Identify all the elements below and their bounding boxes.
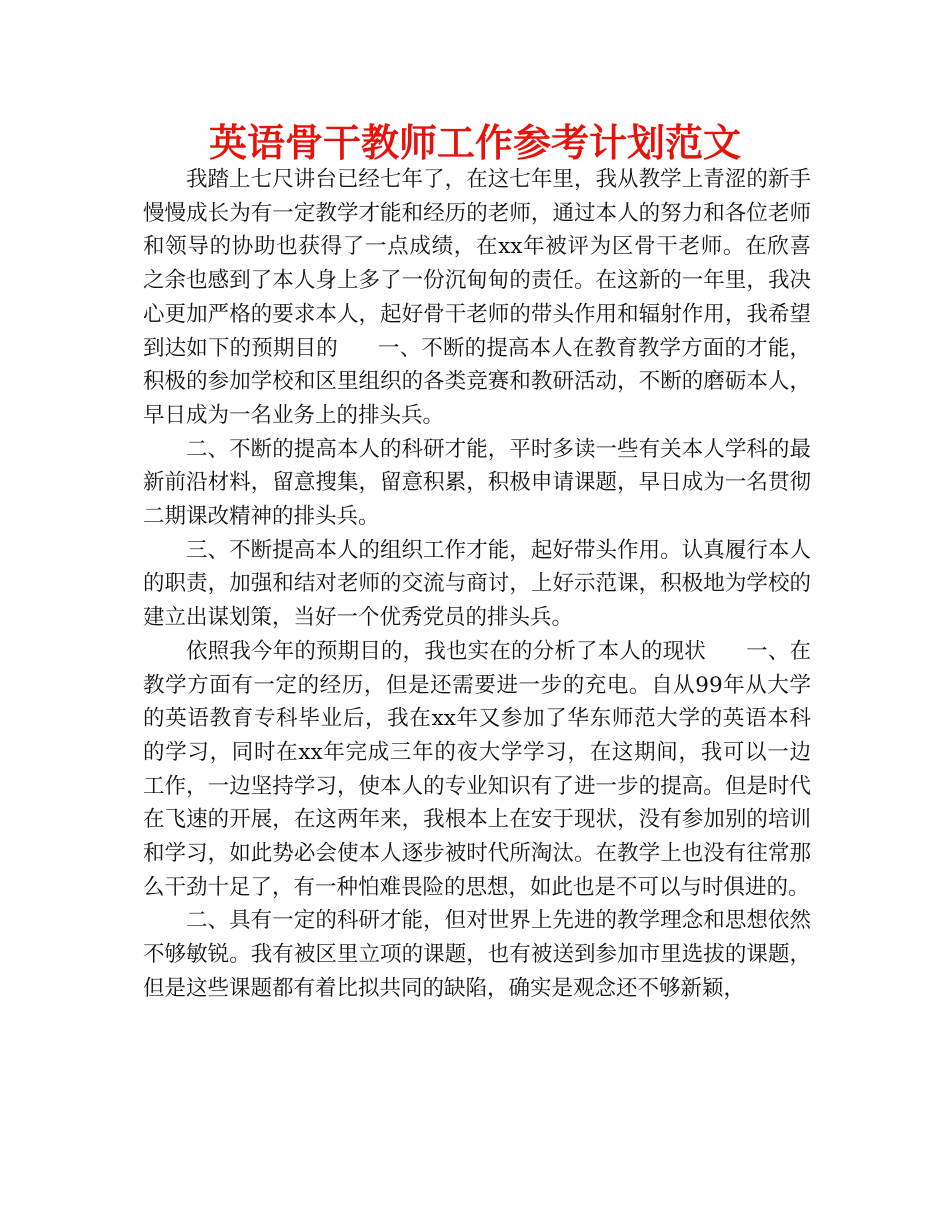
paragraph — [143, 635, 811, 905]
paragraph-text: 我踏上七尺讲台已经七年了，在这七年里，我从教学上青涩的新手慢慢成长为有一定教学才能和经历的老师，通过本人的努力和各位老师和领导的协助也获得了一点成绩，在xx年被评为区骨干老师。在欣喜之余也感到了本人身上多了一份沉甸甸的责任。在这新的一年里，我决心更加严格的要求本人，起好骨干老师的带头作用和辐射作用，我希望到达如下的预期目的 — [143, 167, 811, 361]
paragraph-text: 三、不断提高本人的组织工作才能，起好带头作用。认真履行本人的职责，加强和结对老师的交流与商讨，上好示范课，积极地为学校的建立出谋划策，当好一个优秀党员的排头兵。 — [143, 537, 811, 631]
paragraph-text: 二、具有一定的科研才能，但对世界上先进的教学理念和思想依然不够敏锐。我有被区里立项的课题，也有被送到参加市里选拔的课题，但是这些课题都有着比拟共同的缺陷，确实是观念还不够新颖， — [143, 908, 811, 1001]
paragraph-text-continued: 一、在教学方面有一定的经历，但是还需要进一步的充电。自从99年从大学的英语教育专科毕业后，我在xx年又参加了华东师范大学的英语本科的学习，同时在xx年完成三年的夜大学学习，在这期间，我可以一边工作，一边坚持学习，使本人的专业知识有了进一步的提高。但是时代在飞速的开展，在这两年来，我根本上在安于现状，没有参加别的培训和学习，如此势必会使本人逐步被时代所淘汰。在教学上也没有往常那么干劲十足了，有一种怕难畏险的思想，如此也是不可以与时俱进的。 — [143, 638, 811, 900]
paragraph-text-continued: 一、不断的提高本人在教育教学方面的才能，积极的参加学校和区里组织的各类竞赛和教研活动，不断的磨砺本人，早日成为一名业务上的排头兵。 — [143, 335, 811, 428]
document-body — [143, 163, 811, 1006]
paragraph — [143, 534, 811, 635]
paragraph — [143, 433, 811, 534]
paragraph-text: 二、不断的提高本人的科研才能，平时多读一些有关本人学科的最新前沿材料，留意搜集，留意积累，积极申请课题，早日成为一名贯彻二期课改精神的排头兵。 — [143, 436, 811, 530]
paragraph — [143, 163, 811, 433]
document-title: 英语骨干教师工作参考计划范文 — [208, 121, 741, 165]
paragraph — [143, 904, 811, 1005]
paragraph-text: 依照我今年的预期目的，我也实在的分析了本人的现状 — [186, 638, 706, 664]
